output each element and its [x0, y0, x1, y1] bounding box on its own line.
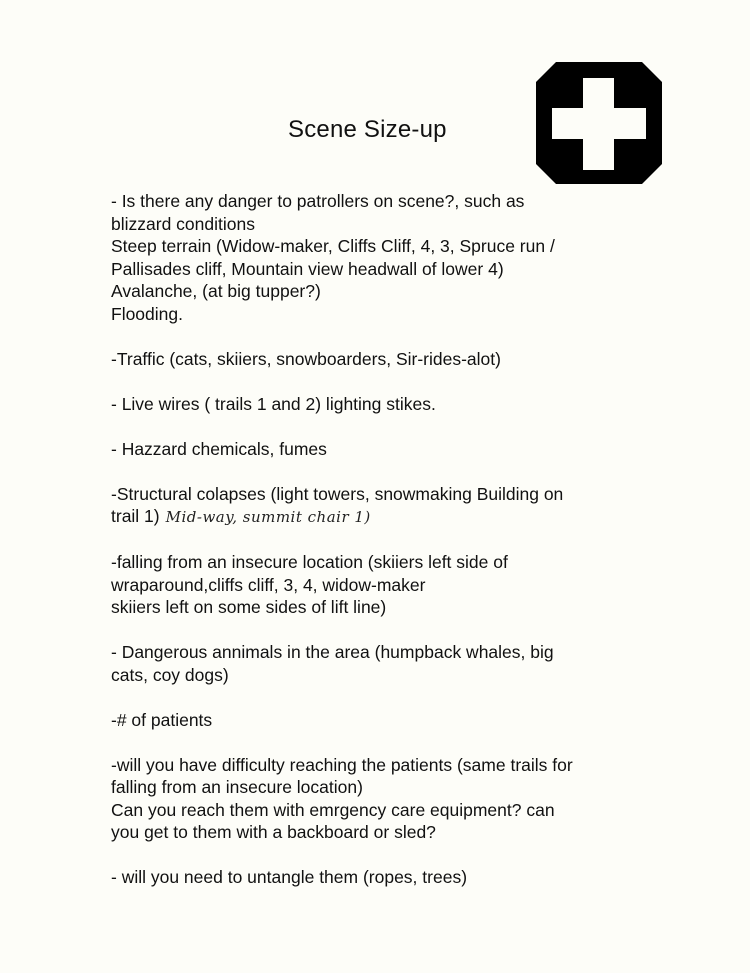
notes-body	[111, 190, 671, 889]
text-line: - Live wires ( trails 1 and 2) lighting stikes.	[111, 393, 436, 414]
text-line: -Structural colapses (light towers, snowmaking Building on	[111, 483, 564, 504]
text-line-with-note	[111, 505, 671, 529]
section-untangle	[111, 866, 671, 889]
text-line: -falling from an insecure location (skiiers left side of	[111, 552, 508, 572]
section-scene-danger	[111, 190, 671, 325]
text-line: skiiers left on some sides of lift line)	[111, 597, 387, 617]
text-line: Flooding.	[111, 303, 183, 324]
text-line: wraparound,cliffs cliff, 3, 4, widow-maker	[111, 574, 426, 595]
text-line: blizzard conditions	[111, 213, 255, 234]
text-line: Avalanche, (at big tupper?)	[111, 281, 321, 301]
section-animals	[111, 641, 671, 686]
section-structural	[111, 483, 671, 529]
section-traffic	[111, 348, 671, 371]
text-line: Steep terrain (Widow-maker, Cliffs Cliff, 4, 3, Spruce run /	[111, 236, 555, 256]
text-line: Pallisades cliff, Mountain view headwall of lower 4)	[111, 258, 504, 279]
section-access	[111, 754, 671, 844]
text-line: - Is there any danger to patrollers on scene?, such as	[111, 191, 525, 211]
text-line: you get to them with a backboard or sled?	[111, 822, 436, 842]
page-title: Scene Size-up	[288, 116, 447, 143]
text-line: - Dangerous annimals in the area (humpback whales, big	[111, 642, 554, 662]
text-line: - will you need to untangle them (ropes, trees)	[111, 867, 468, 887]
section-chemicals	[111, 438, 671, 461]
section-falling	[111, 551, 671, 619]
first-aid-cross-icon	[536, 62, 662, 184]
text-line: -# of patients	[111, 709, 213, 730]
section-live-wires	[111, 393, 671, 416]
text-line: trail 1)	[111, 506, 160, 526]
text-line: falling from an insecure location)	[111, 777, 363, 797]
text-line: -will you have difficulty reaching the patients (same trails for	[111, 754, 573, 775]
text-line: cats, coy dogs)	[111, 664, 229, 685]
text-line: Can you reach them with emrgency care equipment? can	[111, 799, 555, 820]
text-line: -Traffic (cats, skiiers, snowboarders, Sir-rides-alot)	[111, 348, 501, 369]
handwritten-note: Mid-way, summit chair 1)	[165, 508, 371, 526]
section-patients	[111, 709, 671, 732]
text-line: - Hazzard chemicals, fumes	[111, 438, 327, 459]
